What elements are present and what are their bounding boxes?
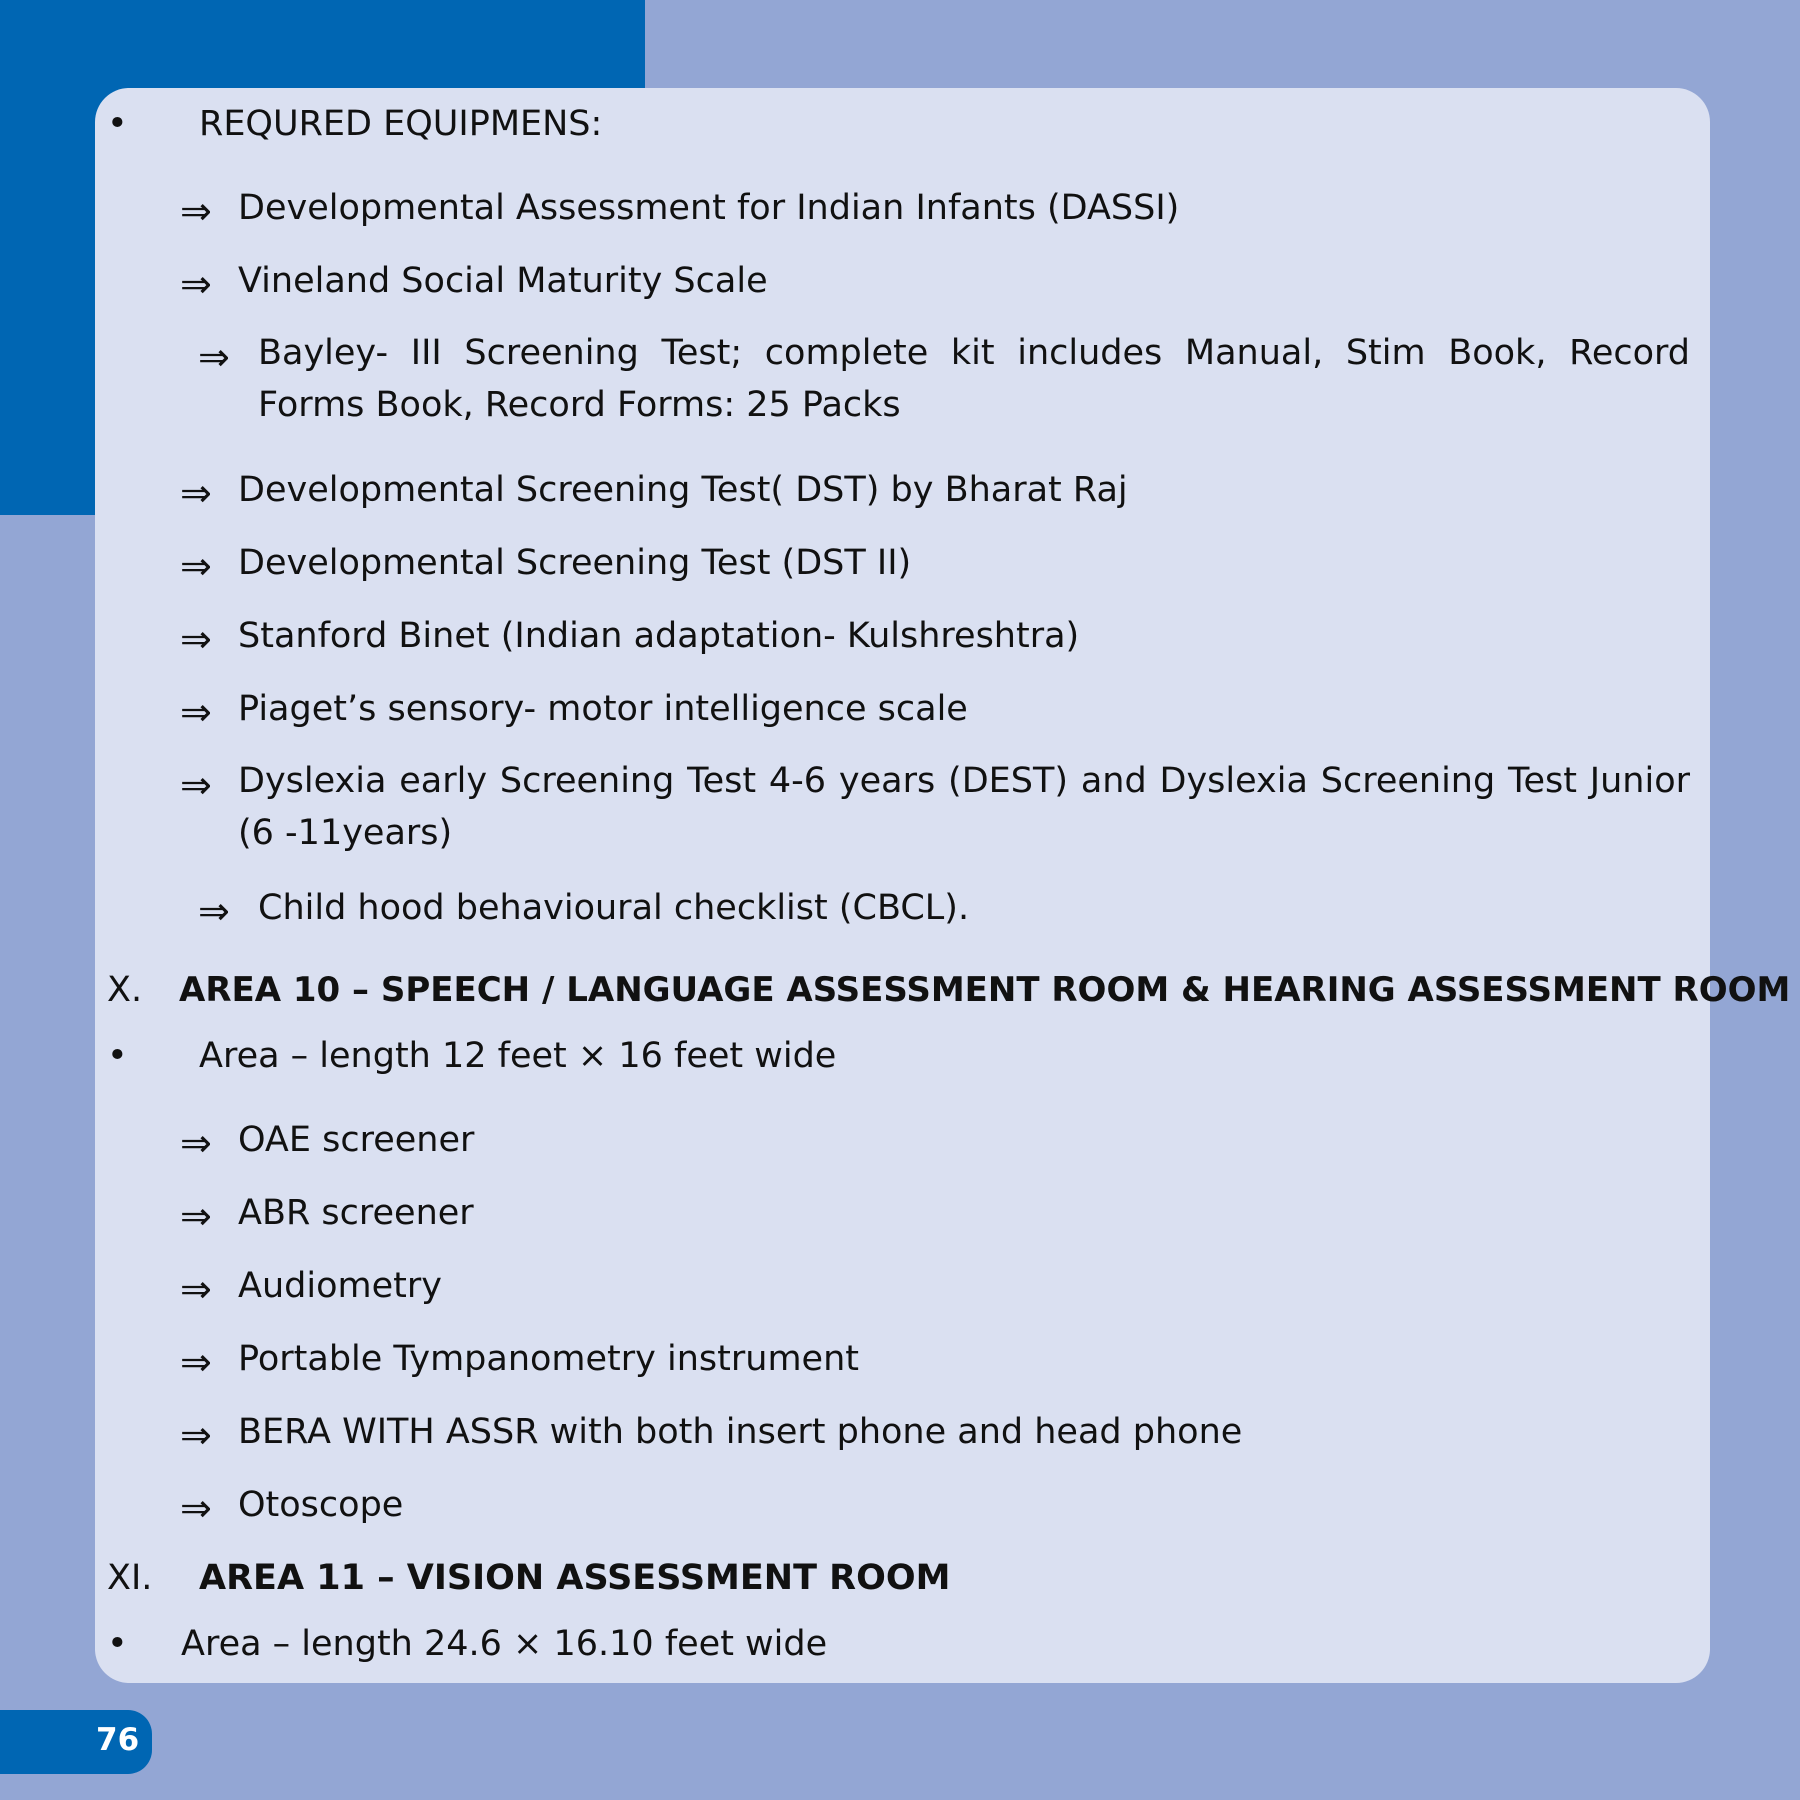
list-item: Otoscope [238,1485,404,1525]
area-dimensions: Area – length 24.6 × 16.10 feet wide [181,1624,828,1664]
bullet: • [107,1036,128,1076]
arrow-icon: ⇒ [180,262,212,306]
list-item: Piaget’s sensory- motor intelligence scale [238,689,968,729]
arrow-icon: ⇒ [180,189,212,233]
page-number: 76 [96,1722,140,1758]
list-item: OAE screener [238,1120,475,1160]
bullet: • [107,1624,128,1664]
arrow-icon: ⇒ [180,1413,212,1457]
arrow-icon: ⇒ [180,1194,212,1238]
list-item: Developmental Screening Test( DST) by Bharat Raj [238,470,1128,510]
section-numeral: XI. [107,1558,153,1598]
arrow-icon: ⇒ [180,1486,212,1530]
list-item: Developmental Assessment for Indian Infants (DASSI) [238,188,1180,228]
list-item: Portable Tympanometry instrument [238,1339,859,1379]
list-item: Child hood behavioural checklist (CBCL). [258,888,970,928]
equipment-title: REQURED EQUIPMENS: [199,104,603,144]
arrow-icon: ⇒ [180,617,212,661]
bullet: • [107,104,128,144]
list-item: Bayley- III Screening Test; complete kit includes Manual, Stim Book, Record Forms Book, Record Forms: 25 Packs [258,333,1690,425]
section-heading: AREA 10 – SPEECH / LANGUAGE ASSESSMENT ROOM & HEARING ASSESSMENT ROOM [179,970,1791,1010]
arrow-icon: ⇒ [180,763,212,807]
list-item: Stanford Binet (Indian adaptation- Kulshreshtra) [238,616,1080,656]
list-item: ABR screener [238,1193,474,1233]
arrow-icon: ⇒ [180,471,212,515]
arrow-icon: ⇒ [180,1340,212,1384]
arrow-icon: ⇒ [180,544,212,588]
list-item: Dyslexia early Screening Test 4-6 years (DEST) and Dyslexia Screening Test Junior (6 -11years) [238,761,1690,853]
area-dimensions: Area – length 12 feet × 16 feet wide [199,1036,837,1076]
arrow-icon: ⇒ [198,335,230,379]
list-item: BERA WITH ASSR with both insert phone and head phone [238,1412,1243,1452]
list-item: Audiometry [238,1266,442,1306]
arrow-icon: ⇒ [180,690,212,734]
arrow-icon: ⇒ [180,1267,212,1311]
section-numeral: X. [107,970,143,1010]
section-heading: AREA 11 – VISION ASSESSMENT ROOM [199,1558,951,1598]
arrow-icon: ⇒ [198,889,230,933]
list-item: Vineland Social Maturity Scale [238,261,768,301]
arrow-icon: ⇒ [180,1121,212,1165]
list-item: Developmental Screening Test (DST II) [238,543,912,583]
